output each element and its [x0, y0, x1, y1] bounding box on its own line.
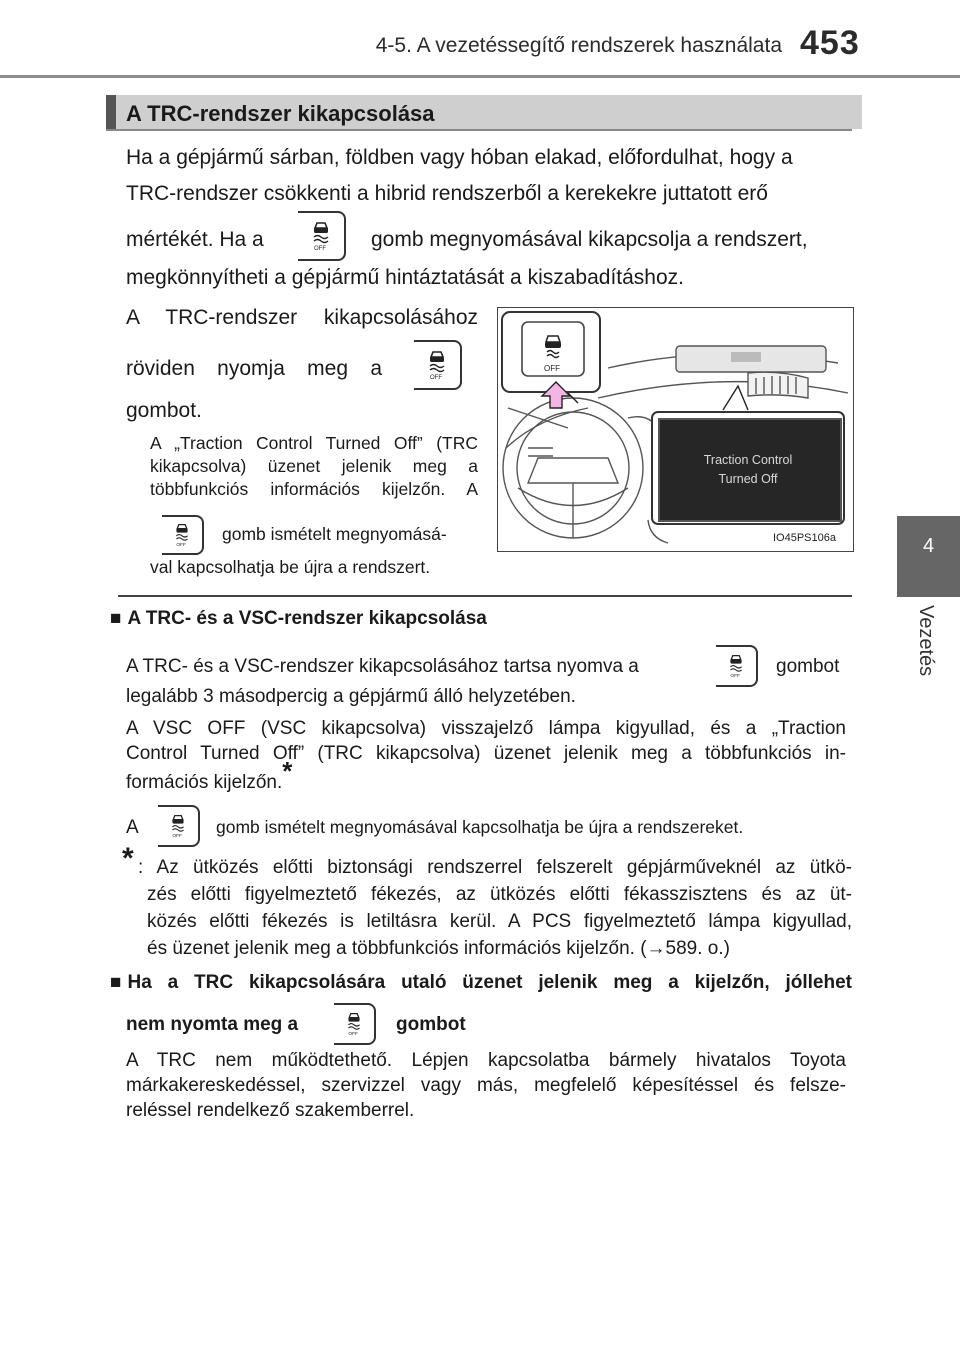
chapter-tab-label: Vezetés [915, 605, 937, 677]
sub1-para2-line-3 [126, 756, 293, 796]
sub-heading-1-text: A TRC- és a VSC-rendszer kikapcsolása [127, 608, 487, 629]
section-rule [106, 129, 852, 131]
sub2-line-2: márkakereskedéssel, szervizzel vagy más, megfelelő képesítéssel és felsze- [126, 1075, 846, 1096]
sub1-para2-line-1: A VSC OFF (VSC kikapcsolva) visszajelző lámpa kigyullad, és a „Traction [126, 718, 846, 739]
sub1-para3-b: gomb ismételt megnyomásával kapcsolhatja be újra a rendszereket. [216, 817, 744, 837]
sub1-para3-a: A [126, 817, 139, 838]
sub2-line-3: reléssel rendelkező szakemberrel. [126, 1100, 415, 1121]
note-line-3: többfunkciós információs kijelzőn. A [150, 479, 478, 499]
asterisk-marker: * [282, 756, 293, 786]
intro-line-4: megkönnyítheti a gépjármű hintáztatását a kiszabadításhoz. [126, 266, 684, 289]
display-message-line-1: Traction Control [703, 453, 793, 467]
sub-heading-2-line-2a: nem nyomta meg a [126, 1014, 299, 1035]
intro-line-1: Ha a gépjármű sárban, földben vagy hóban elakad, előfordulhat, hogy a [126, 146, 793, 169]
trc-off-button-icon [414, 340, 462, 390]
section-divider [118, 595, 852, 597]
trc-off-button-icon [334, 1003, 376, 1045]
sub-heading-2 [110, 972, 852, 994]
chapter-title: 4-5. A vezetéssegítő rendszerek használata [375, 34, 782, 57]
sub-heading-1 [110, 608, 487, 630]
note-line-1: A „Traction Control Turned Off” (TRC [150, 433, 478, 453]
intro-line-3b: gomb megnyomásával kikapcsolja a rendszert, [371, 228, 808, 251]
section-title: A TRC-rendszer kikapcsolása [126, 101, 435, 126]
square-bullet-icon: ■ [110, 608, 122, 629]
note-line-2: kikapcsolva) üzenet jelenik meg a [150, 456, 478, 476]
figure-button-label: OFF [544, 364, 560, 373]
footnote-mark: * [122, 842, 134, 875]
figure-id: IO45PS106a [773, 532, 836, 544]
dashboard-illustration [497, 307, 854, 552]
sub1-line-1b: gombot [776, 656, 840, 677]
note-line-5: val kapcsolhatja be újra a rendszert. [150, 557, 431, 577]
step-line-1: A TRC-rendszer kikapcsolásához [126, 306, 478, 329]
trc-off-button-icon [162, 515, 204, 555]
intro-line-2: TRC-rendszer csökkenti a hibrid rendszerből a kerekekre juttatott erő [126, 182, 768, 205]
page-number: 453 [800, 24, 860, 62]
sub1-para2-line-3-text: formációs kijelzőn. [126, 772, 283, 793]
note-line-4: gomb ismételt megnyomásá- [222, 524, 447, 544]
footnote-line-2: zés előtti figyelmeztető fékezés, az ütközés előtti fékasszisztens és az üt- [147, 884, 852, 905]
sub2-line-1: A TRC nem működtethető. Lépjen kapcsolatba bármely hivatalos Toyota [126, 1050, 846, 1071]
trc-off-button-icon [298, 211, 346, 261]
sub-heading-2-line-2b: gombot [396, 1014, 466, 1035]
sub1-line-1a: A TRC- és a VSC-rendszer kikapcsolásához tartsa nyomva a [126, 656, 639, 677]
multi-information-display [658, 418, 842, 522]
square-bullet-icon: ■ [110, 972, 122, 993]
sub1-line-2: legalább 3 másodpercig a gépjármű álló helyzetében. [126, 686, 576, 707]
trc-off-button-icon [716, 645, 758, 687]
footnote-line-1: : Az ütközés előtti biztonsági rendszerrel felszerelt gépjárműveknél az ütkö- [138, 857, 852, 878]
header-rule [0, 75, 960, 78]
chapter-tab-number: 4 [922, 535, 935, 557]
sub1-para2-line-2: Control Turned Off” (TRC kikapcsolva) üzenet jelenik meg a többfunkciós in- [126, 743, 846, 764]
intro-line-3a: mértékét. Ha a [126, 228, 264, 251]
sub-heading-2-line-1: Ha a TRC kikapcsolására utaló üzenet jelenik meg a kijelzőn, jóllehet [127, 972, 852, 993]
display-message-line-2: Turned Off [718, 472, 778, 486]
step-line-3: gombot. [126, 399, 202, 422]
footnote-line-3: közés előtti fékezés is letiltásra kerül. A PCS figyelmeztető lámpa kigyullad, [147, 911, 852, 932]
trc-off-button-icon [158, 805, 200, 847]
footnote-line-4: és üzenet jelenik meg a többfunkciós információs kijelzőn. (→589. o.) [147, 938, 730, 959]
step-line-2: röviden nyomja meg a [126, 357, 382, 380]
